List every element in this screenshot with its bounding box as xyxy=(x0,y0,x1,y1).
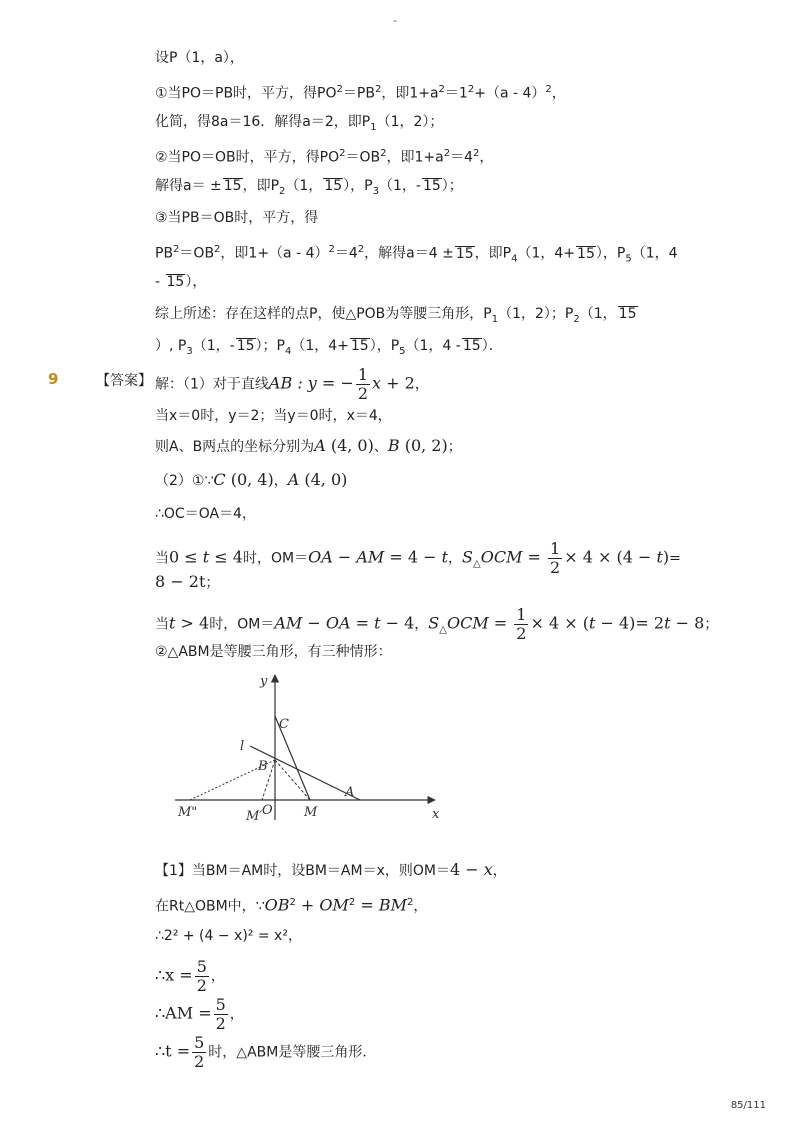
label-a: A xyxy=(345,785,355,800)
label-x: x xyxy=(432,807,440,822)
label-m: M xyxy=(304,805,318,820)
line-oc-oa: ∴OC＝OA＝4， xyxy=(155,506,256,522)
page-number: 85/111 xyxy=(730,1100,766,1111)
line-case-intro: ②△ABM是等腰三角形，有三种情形： xyxy=(155,644,392,660)
line-equation: ∴2² + (4 − x)² = x²， xyxy=(155,928,302,944)
line-set-p: 设P（1，a）， xyxy=(155,50,244,66)
line-conclusion: 综上所述：存在这样的点P，使△POB为等腰三角形，$P_1(1$，2）；$P_2(1$， 15 xyxy=(155,306,637,325)
line-solve-a: 解得a＝ ± 15，即$P_2(1$， 15），$P_3(1$，- 15）； xyxy=(155,178,463,197)
line-area2: 当t > 4时，OM＝AM − OA = t − 4，$S_\triangle OCM$ = $\frac{1}{2}$ × 4 × (t − 4)= 2t − 8； xyxy=(155,605,719,643)
line-case3-cont: - 15）， xyxy=(155,274,207,290)
line-case1-bm-am: 【1】当BM＝AM时，设BM＝AM＝x，则OM＝4 − x， xyxy=(155,860,507,879)
segment-bm xyxy=(275,760,310,800)
line-area1: 当0 ≤ t ≤ 4时，OM＝OA − AM = 4 − t，$S_\triangle OCM$ = $\frac{1}{2}$ × 4 × (4 − t)= xyxy=(155,539,681,577)
answer-tag: 【答案】 xyxy=(96,373,152,389)
line-am-value: ∴AM = $\frac{5}{2}$ ， xyxy=(155,995,244,1033)
line-case2: ②当PO＝OB时，平方，得$PO^2=OB^2$，即$1+a^2=4^2$， xyxy=(155,148,494,166)
question-number: 9 xyxy=(48,370,59,388)
line-case3: ③当PB＝OB时，平方，得 xyxy=(155,210,319,226)
line-x-value: ∴x = $\frac{5}{2}$ ， xyxy=(155,957,225,995)
line-case1: ①当PO＝PB时，平方，得$PO^2=PB^2$，即$1+a^2=1^2+(a - 4)^2$， xyxy=(155,84,566,102)
label-m1: M′ xyxy=(246,809,263,824)
label-y: y xyxy=(260,674,268,689)
line-rt-triangle: 在Rt△OBM中，$\because OB^2 + OM^2 = BM^2$， xyxy=(155,895,428,915)
line-part2: （2）①∵C (0, 4)，A (4, 0) xyxy=(155,470,348,489)
coordinate-diagram xyxy=(170,670,450,830)
line-simplify: 化简，得8a＝16．解得a＝2，即$P_1(1$，2）； xyxy=(155,114,444,133)
label-o: O xyxy=(262,803,273,818)
label-c: C xyxy=(279,717,289,732)
line-t-value: ∴t = $\frac{5}{2}$ 时，△ABM是等腰三角形． xyxy=(155,1033,377,1071)
line-intercepts: 当x＝0时，y＝2；当y＝0时，x＝4， xyxy=(155,408,392,424)
line-case3-eq: $PB^2=OB^2$，即$1+(a - 4)^2=4^2$，解得a＝4 ± 15，即$P_4(1$，4+ 15），$P_5(1$，4 xyxy=(155,244,678,265)
line-part1: 解：（1）对于直线AB : y = − $\frac{1}{2}$ x + 2， xyxy=(155,365,429,403)
label-b: B xyxy=(258,759,268,774)
line-conclusion-cont: ）, $P_3(1$，- 15）；$P_4(1$，4+ 15），$P_5(1$，4 - 15）． xyxy=(155,338,503,357)
line-coords: 则A、B两点的坐标分别为A (4, 0)、B (0, 2)； xyxy=(155,436,462,455)
header-mark: - xyxy=(393,14,397,27)
label-l: l xyxy=(240,739,245,754)
label-m2: M" xyxy=(178,805,198,820)
line-area1-result: 8 − 2t； xyxy=(155,572,220,591)
